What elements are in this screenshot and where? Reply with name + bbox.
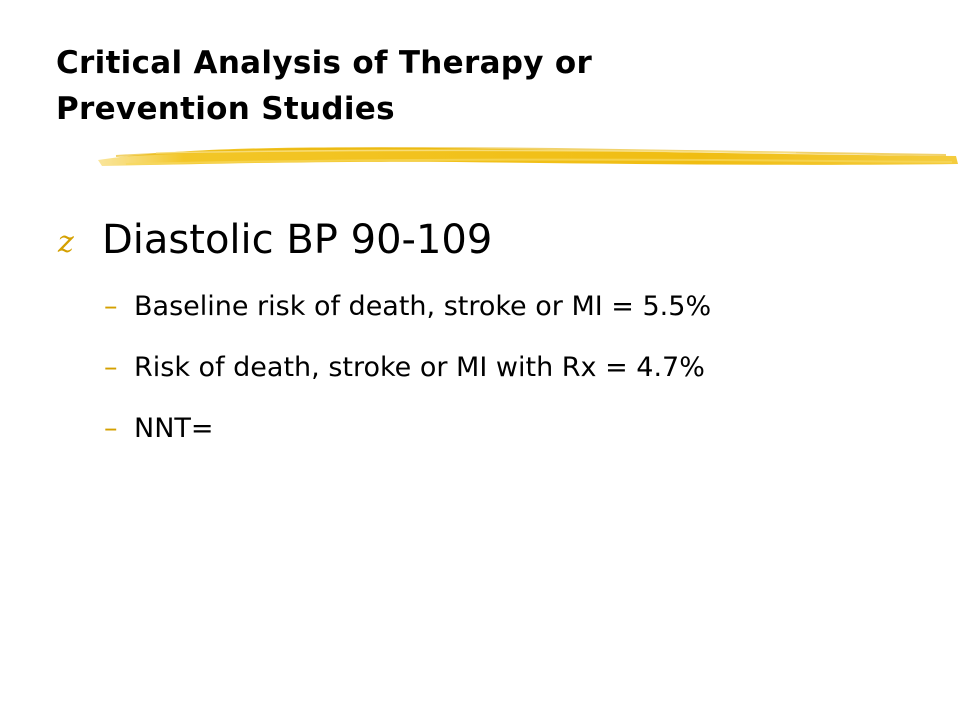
title-underline-brushstroke bbox=[96, 136, 960, 176]
dash-bullet-icon: – bbox=[104, 413, 118, 444]
sub-bullet-item bbox=[104, 398, 944, 459]
sub-bullet-list bbox=[104, 276, 944, 459]
main-bullet bbox=[58, 210, 492, 270]
sub-bullet-text: Risk of death, stroke or MI with Rx = 4.7% bbox=[134, 351, 705, 383]
slide-title-line-2: Prevention Studies bbox=[56, 91, 395, 127]
sub-bullet-item bbox=[104, 276, 944, 337]
dash-bullet-icon: – bbox=[104, 291, 118, 322]
slide-title-line-1: Critical Analysis of Therapy or bbox=[56, 45, 593, 81]
sub-bullet-text: Baseline risk of death, stroke or MI = 5.5% bbox=[134, 290, 712, 322]
main-bullet-text: Diastolic BP 90-109 bbox=[102, 217, 493, 263]
sub-bullet-item bbox=[104, 337, 944, 398]
slide-title bbox=[56, 40, 916, 132]
dash-bullet-icon: – bbox=[104, 352, 118, 383]
bullet-marker-icon: z bbox=[58, 224, 74, 260]
sub-bullet-text: NNT= bbox=[134, 412, 214, 444]
